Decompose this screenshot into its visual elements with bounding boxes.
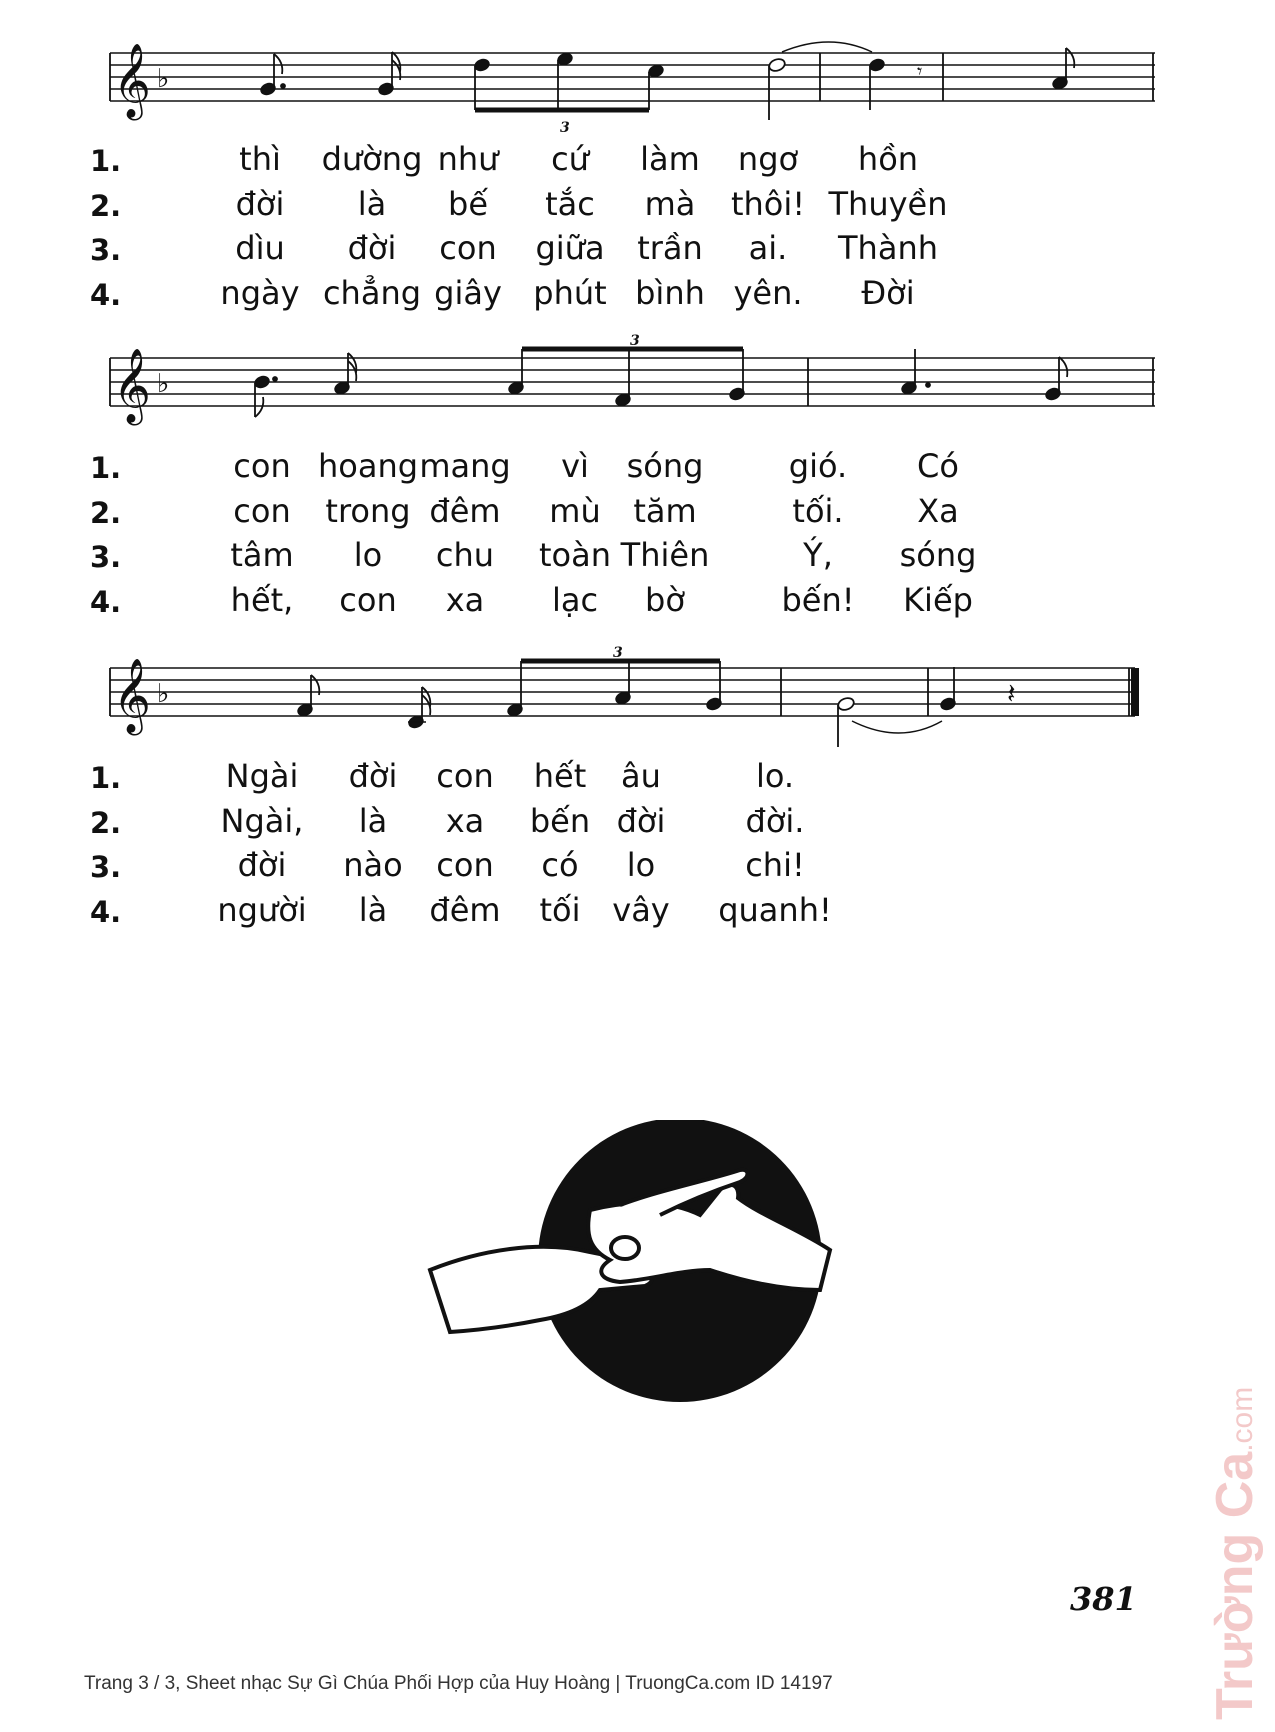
verse-number: 1. (90, 451, 122, 485)
verse-line-1 (90, 447, 1155, 491)
page-number: 381 (1070, 1580, 1137, 1618)
lyric-syllable: có (541, 846, 579, 884)
lyric-syllable: lo (353, 536, 383, 574)
lyric-syllable: Thành (838, 229, 938, 267)
lyric-syllable: hoang (317, 447, 419, 485)
lyric-syllable: con (436, 846, 494, 884)
verse-line-4 (90, 580, 1155, 625)
lyric-syllable: Ngài, (220, 801, 304, 840)
flat-key-signature-icon: ♭ (157, 369, 170, 399)
lyric-syllable: tắc (545, 184, 595, 223)
triplet-mark: 3 (630, 333, 640, 349)
lyric-syllable: phút (533, 273, 607, 312)
svg-text:𝄽: 𝄽 (1007, 677, 1016, 710)
lyric-syllable: giữa (535, 229, 605, 267)
lyric-syllable: tăm (633, 491, 697, 530)
lyric-syllable: trong (325, 491, 411, 530)
verse-number: 4. (90, 584, 122, 619)
verse-number: 2. (90, 805, 122, 840)
lyric-syllable: đêm (429, 890, 501, 929)
lyric-syllable: thì (239, 140, 281, 178)
lyric-syllable: hồn (857, 140, 919, 178)
lyric-syllable: Xa (917, 491, 959, 530)
verse-number: 1. (90, 144, 122, 178)
lyric-syllable: bế (448, 184, 488, 223)
verse-line-4 (90, 273, 1155, 318)
lyric-syllable: gió. (788, 447, 848, 485)
lyric-syllable: bến! (781, 580, 855, 619)
truongca-watermark (1205, 1387, 1265, 1720)
verse-number: 4. (90, 894, 122, 929)
lyric-syllable: Ý, (803, 536, 833, 574)
lyric-syllable: lo. (755, 757, 795, 795)
lyric-syllable: đời (348, 757, 398, 795)
verse-line-2 (90, 491, 1155, 536)
lyric-syllable: tối. (792, 491, 844, 530)
verse-line-2 (90, 801, 1155, 846)
lyric-syllable: chẳng (322, 273, 422, 312)
lyric-syllable: con (439, 229, 497, 267)
lyric-syllable: vì (561, 447, 589, 485)
lyric-syllable: bình (635, 273, 705, 312)
lyric-syllable: con (233, 491, 291, 530)
verse-line-4 (90, 890, 1155, 935)
verse-number: 2. (90, 495, 122, 530)
lyric-syllable: Ngài (225, 757, 299, 795)
lyric-syllable: tâm (230, 536, 294, 574)
triplet-mark: 3 (560, 120, 570, 136)
lyric-syllable: hết, (230, 580, 294, 619)
lyric-syllable: cứ (551, 140, 589, 178)
treble-clef-icon: 𝄞 (113, 349, 151, 423)
flat-key-signature-icon: ♭ (157, 64, 170, 94)
lyric-syllable: mang (419, 447, 511, 485)
lyric-syllable: ai. (748, 229, 788, 267)
lyric-syllable: mù (549, 491, 601, 530)
lyric-syllable: là (358, 801, 388, 840)
lyric-syllable: quanh! (718, 890, 832, 929)
verse-line-2 (90, 184, 1155, 229)
watermark-suffix: .com (1226, 1386, 1259, 1452)
lyric-syllable: như (437, 140, 499, 178)
verse-number: 3. (90, 540, 122, 574)
lyric-syllable: lo (626, 846, 656, 884)
lyric-syllable: giây (434, 273, 502, 312)
lyric-syllable: Thuyền (828, 184, 948, 223)
lyric-syllable: đời (347, 229, 397, 267)
triplet-mark: 3 (613, 645, 623, 661)
verse-line-3 (90, 846, 1155, 890)
lyric-syllable: đời. (745, 801, 805, 840)
lyric-syllable: Có (917, 447, 959, 485)
verse-line-1 (90, 140, 1155, 184)
final-barline (1131, 668, 1139, 716)
flat-key-signature-icon: ♭ (157, 679, 170, 709)
verse-line-3 (90, 229, 1155, 273)
lyric-syllable: dìu (235, 229, 285, 267)
lyric-syllable: yên. (733, 273, 803, 312)
svg-text:𝄾: 𝄾 (917, 59, 923, 83)
lyric-syllable: đời (616, 801, 666, 840)
lyric-syllable: dường (321, 140, 423, 178)
lyric-syllable: Thiên (620, 536, 710, 574)
lyric-syllable: vây (612, 890, 670, 929)
lyric-syllable: con (339, 580, 397, 619)
lyric-syllable: sóng (899, 536, 977, 574)
lyric-syllable: tối (539, 890, 581, 929)
lyric-syllable: ngơ (737, 140, 799, 178)
treble-clef-icon: 𝄞 (113, 659, 151, 733)
verse-number: 3. (90, 850, 122, 884)
lyric-syllable: lạc (551, 580, 599, 619)
hands-ring-illustration (420, 1120, 840, 1420)
lyric-syllable: hết (533, 757, 587, 795)
treble-clef-icon: 𝄞 (113, 44, 151, 118)
lyric-syllable: chi! (745, 846, 805, 884)
lyric-syllable: toàn (538, 536, 612, 574)
lyric-syllable: chu (435, 536, 495, 574)
lyric-syllable: thôi! (730, 184, 806, 223)
verse-number: 3. (90, 233, 122, 267)
lyric-syllable: là (358, 890, 388, 929)
verse-line-3 (90, 536, 1155, 580)
lyric-syllable: người (217, 890, 307, 929)
lyric-syllable: là (357, 184, 387, 223)
lyric-syllable: sóng (626, 447, 704, 485)
lyric-syllable: đời (237, 846, 287, 884)
lyric-syllable: mà (644, 184, 696, 223)
lyric-syllable: đời (235, 184, 285, 223)
lyric-syllable: ngày (220, 273, 300, 312)
ring-icon (611, 1237, 639, 1259)
verse-number: 4. (90, 277, 122, 312)
verse-number: 2. (90, 188, 122, 223)
lyric-syllable: Kiếp (903, 580, 973, 619)
verse-number: 1. (90, 761, 122, 795)
lyric-syllable: bờ (645, 580, 685, 619)
lyric-syllable: xa (445, 580, 485, 619)
lyric-syllable: nào (343, 846, 403, 884)
lyric-syllable: con (436, 757, 494, 795)
lyric-syllable: âu (621, 757, 661, 795)
lyric-syllable: làm (640, 140, 700, 178)
watermark-name: Trường Ca (1206, 1451, 1264, 1720)
lyric-syllable: con (233, 447, 291, 485)
lyric-syllable: trần (637, 229, 703, 267)
footer-caption: Trang 3 / 3, Sheet nhạc Sự Gì Chúa Phối Hợp của Huy Hoàng | TruongCa.com ID 14197 (84, 1673, 833, 1694)
lyric-syllable: bến (529, 801, 591, 840)
lyric-syllable: xa (445, 801, 485, 840)
lyric-syllable: đêm (429, 491, 501, 530)
lyric-syllable: Đời (861, 273, 915, 312)
verse-line-1 (90, 757, 1155, 801)
